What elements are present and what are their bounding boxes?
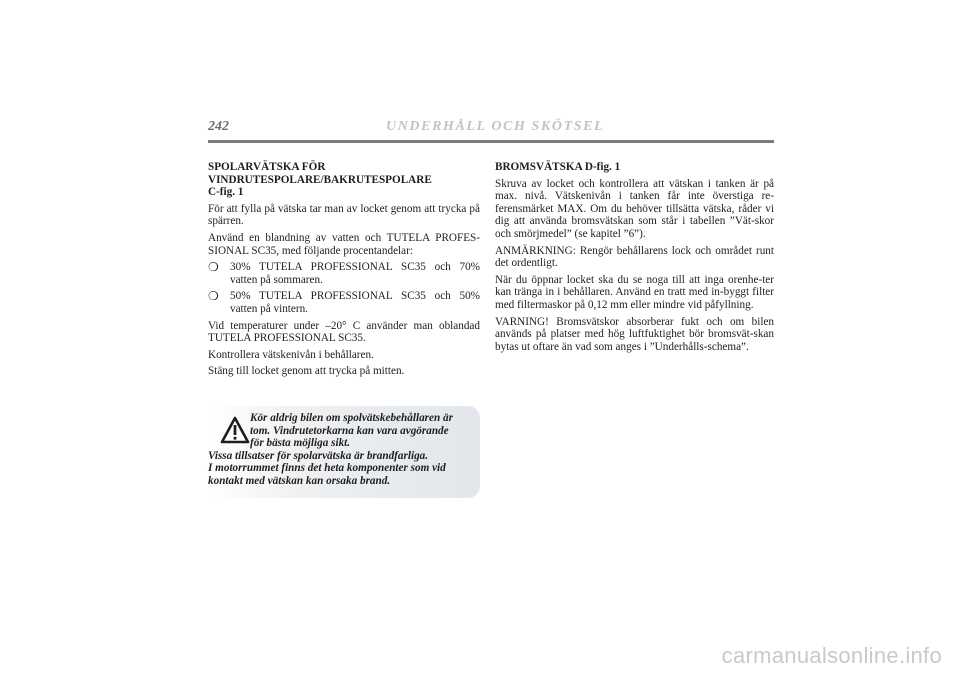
paragraph: För att fylla på vätska tar man av locket genom att trycka på spärren. (208, 202, 480, 228)
header-rule (208, 140, 774, 143)
page-header (208, 117, 774, 143)
paragraph: När du öppnar locket ska du se noga till att inga orenhe-ter kan tränga in i behållaren. Använd en tratt med in-byggt filter med filtermaskor på 0,12 mm eller mindre vid påfyllning. (495, 273, 774, 311)
bullet-circle-icon: ❍ (208, 289, 219, 304)
warning-line: Vissa tillsatser för spolarvätska är brandfarliga. (208, 449, 429, 462)
warning-line: Kör aldrig bilen om spolvätskebehållaren är (250, 412, 453, 424)
page-number: 242 (208, 119, 229, 134)
list-item (208, 290, 480, 315)
list-item-text: 50% TUTELA PROFESSIONAL SC35 och 50% vatten på vintern. (230, 290, 480, 315)
right-column (495, 161, 774, 357)
warning-text (208, 412, 472, 488)
heading-line: C-fig. 1 (208, 186, 244, 199)
warning-box (208, 406, 480, 498)
paragraph: Använd en blandning av vatten och TUTELA PROFES-SIONAL SC35, med följande procentandelar: (208, 231, 480, 257)
paragraph: Kontrollera vätskenivån i behållaren. (208, 348, 374, 361)
paragraph: ANMÄRKNING: Rengör behållarens lock och området runt det ordentligt. (495, 244, 774, 270)
heading-line: SPOLARVÄTSKA FÖR (208, 161, 326, 173)
list-item-text: 30% TUTELA PROFESSIONAL SC35 och 70% vatten på sommaren. (230, 261, 480, 286)
warning-line: för bästa möjliga sikt. (250, 437, 351, 450)
section-title: UNDERHÅLL OCH SKÖTSEL (386, 119, 605, 134)
warning-line: I motorrummet finns det heta komponenter som vid (208, 462, 446, 475)
bullet-circle-icon: ❍ (208, 260, 219, 275)
left-column (208, 161, 480, 382)
paragraph: Vid temperaturer under –20° C använder man oblandad TUTELA PROFESSIONAL SC35. (208, 319, 480, 345)
washer-fluid-heading (208, 161, 480, 199)
paragraph: Skruva av locket och kontrollera att vätskan i tanken är på max. nivå. Vätskenivån i tanken får inte överstiga re-ferensmärket MAX. Om du behöver tillsätta vätska, råder vi dig att använda bromsvätskan som står i tabellen ”Vät-skor och smörjmedel” (se kapitel ”6”). (495, 177, 774, 240)
warning-line: kontakt med vätskan kan orsaka brand. (208, 474, 391, 487)
paragraph: Stäng till locket genom att trycka på mitten. (208, 365, 405, 378)
brake-fluid-heading: BROMSVÄTSKA D-fig. 1 (495, 161, 621, 173)
warning-line: tom. Vindrutetorkarna kan vara avgörande (250, 424, 449, 437)
heading-line: VINDRUTESPOLARE/BAKRUTESPOLARE (208, 173, 432, 186)
list-item (208, 261, 480, 286)
paragraph: VARNING! Bromsvätskor absorberar fukt och om bilen används på platser med hög luftfuktighet bör bromsvät-skan bytas ut oftare än vad som anges i ”Underhålls-schema”. (495, 315, 774, 353)
watermark: carmanualsonline.info (721, 643, 942, 668)
